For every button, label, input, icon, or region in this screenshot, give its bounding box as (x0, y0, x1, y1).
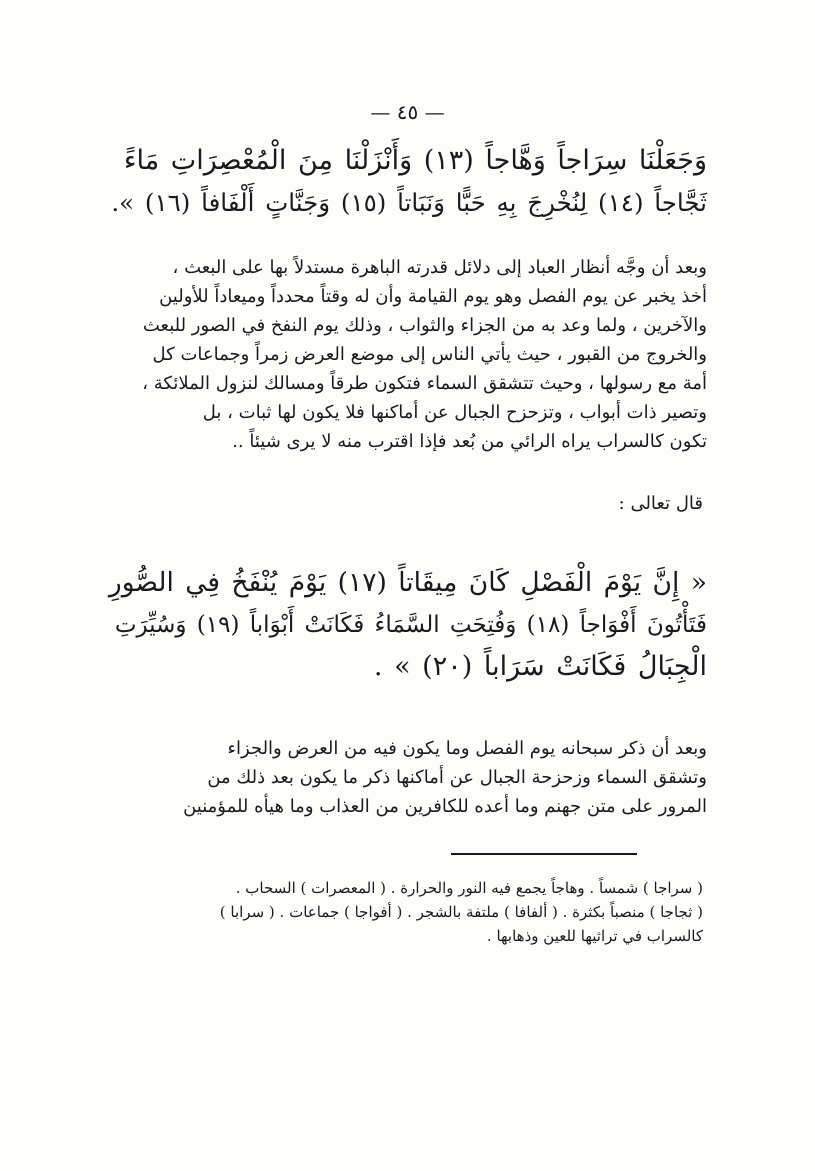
paragraph-line: المرور على متن جهنم وما أعده للكافرين من العذاب وما هيأه للمؤمنين (183, 796, 707, 817)
commentary-paragraph-2 (107, 734, 707, 821)
quran-verse-block-2 (107, 562, 707, 688)
paragraph-line: وبعد أن وجَّه أنظار العباد إلى دلائل قدرته الباهرة مستدلاً بها على البعث ، (172, 257, 707, 278)
paragraph-line: والخروج من القبور ، حيث يأتي الناس إلى موضع العرض زمراً وجماعات كل (152, 344, 707, 365)
verse-line: « إِنَّ يَوْمَ الْفَصْلِ كَانَ مِيقَاتاً (١٧) يَوْمَ يُنْفَخُ فِي الصُّورِ (108, 567, 707, 598)
paragraph-line: وبعد أن ذكر سبحانه يوم الفصل وما يكون فيه من العرض والجزاء (227, 738, 707, 759)
footnote-line: ( سراجا ) شمساً . وهاجاً يجمع فيه النور والحرارة . ( المعصرات ) السحاب . (235, 879, 703, 897)
paragraph-line: أخذ يخبر عن يوم الفصل وهو يوم القيامة وأن له وقتاً محدداً وميعاداً للأولين (159, 286, 707, 307)
paragraph-line: والآخرين ، ولما وعد به من الجزاء والثواب ، وذلك يوم النفخ في الصور للبعث (142, 315, 707, 336)
paragraph-line: أمة مع رسولها ، وحيث تتشقق السماء فتكون طرقاً ومسالك لنزول الملائكة ، (142, 373, 707, 394)
verse-line: وَجَعَلْنَا سِرَاجاً وَهَّاجاً (١٣) وَأَنْزَلْنَا مِنَ الْمُعْصِرَاتِ مَاءً (123, 145, 707, 176)
verse-intro-label: قال تعالى : (618, 493, 703, 514)
verse-line: الْجِبَالُ فَكَانَتْ سَرَاباً (٢٠) » . (373, 651, 707, 682)
commentary-paragraph-1 (107, 253, 707, 456)
quran-verse-block-1 (107, 140, 707, 224)
footnote-separator (451, 853, 637, 855)
page-number: — ٤٥ — (370, 100, 445, 124)
footnote-line: ( ثجاجا ) منصباً بكثرة . ( ألفافا ) ملتفة بالشجر . ( أفواجا ) جماعات . ( سرابا ) (219, 903, 703, 921)
paragraph-line: وتشقق السماء وزحزحة الجبال عن أماكنها ذكر ما يكون بعد ذلك من (207, 767, 707, 788)
verse-line: فَتَأْتُونَ أَفْوَاجاً (١٨) وَفُتِحَتِ السَّمَاءُ فَكَانَتْ أَبْوَاباً (١٩) وَسُيِّرَتِ (114, 612, 707, 638)
footnote-line: كالسراب في تراثيها للعين وذهابها . (486, 927, 703, 945)
paragraph-line: تكون كالسراب يراه الرائي من بُعد فإذا اقترب منه لا يرى شيئاً .. (232, 431, 707, 452)
paragraph-line: وتصير ذات أبواب ، وتزحزح الجبال عن أماكنها فلا يكون لها ثبات ، بل (202, 402, 707, 423)
footnotes (107, 876, 703, 948)
verse-line: ثَجَّاجاً (١٤) لِنُخْرِجَ بِهِ حَبًّا وَنَبَاتاً (١٥) وَجَنَّاتٍ أَلْفَافاً (١٦) ». (111, 188, 707, 217)
